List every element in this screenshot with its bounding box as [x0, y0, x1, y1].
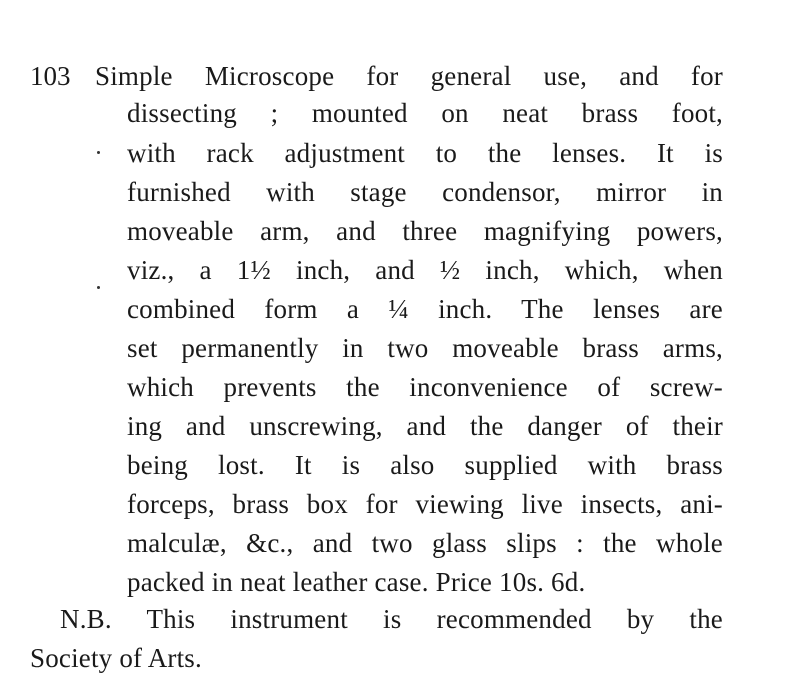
print-speck [97, 286, 100, 289]
entry-line: Simple Microscope for general use, and for [95, 61, 723, 91]
entry-line: being lost. It is also supplied with brass [127, 450, 723, 480]
entry-line: moveable arm, and three magnifying powers, [127, 216, 723, 246]
entry-line: set permanently in two moveable brass arms, [127, 333, 723, 363]
entry-number: 103 [30, 61, 71, 91]
entry-line: furnished with stage condensor, mirror in [127, 177, 723, 207]
entry-line: forceps, brass box for viewing live insects, ani- [127, 489, 723, 519]
entry-line: dissecting ; mounted on neat brass foot, [127, 98, 723, 128]
entry-line: which prevents the inconvenience of screw- [127, 372, 723, 402]
note-line: N.B. This instrument is recommended by the [60, 604, 723, 634]
entry-line: with rack adjustment to the lenses. It is [127, 138, 723, 168]
entry-line: viz., a 1½ inch, and ½ inch, which, when [127, 255, 723, 285]
entry-line: packed in neat leather case. Price 10s. 6d. [127, 567, 586, 597]
note-line: Society of Arts. [30, 643, 202, 673]
print-speck [97, 151, 100, 154]
entry-line: malculæ, &c., and two glass slips : the whole [127, 528, 723, 558]
entry-line: combined form a ¼ inch. The lenses are [127, 294, 723, 324]
entry-line: ing and unscrewing, and the danger of their [127, 411, 723, 441]
